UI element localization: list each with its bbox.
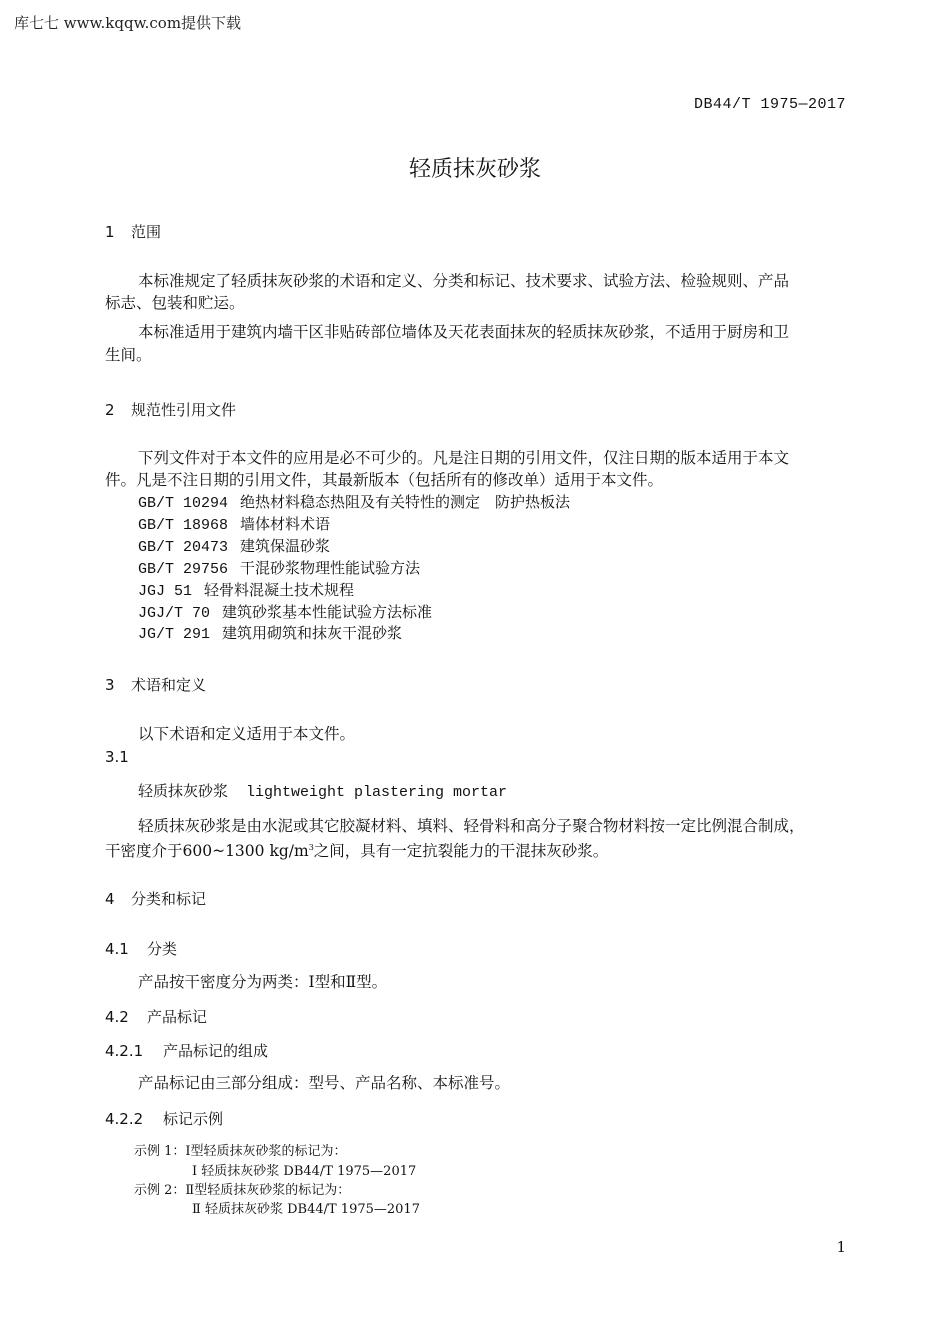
paragraph: 标志、包装和贮运。 [105,294,245,312]
section-title: 产品标记 [147,1008,208,1026]
definition-text: 干密度介于600~1300 kg/m [105,842,309,861]
superscript: 3 [308,843,314,852]
example-mark: Ⅰ 轻质抹灰砂浆 DB44/T 1975—2017 [192,1164,417,1179]
paragraph: 本标准适用于建筑内墙干区非贴砖部位墙体及天花表面抹灰的轻质抹灰砂浆，不适用于厨房和卫 [138,323,790,341]
example-label: 示例 2：Ⅱ型轻质抹灰砂浆的标记为： [134,1183,351,1198]
section-number: 1 [105,223,115,241]
watermark-text: 库七七 www.kqqw.com提供下载 [14,14,242,32]
document-number: DB44/T 1975—2017 [693,96,846,113]
reference-item [138,557,420,578]
subsection-4-2-2-heading [105,1108,223,1129]
reference-code: GB/T 10294 [138,495,229,512]
reference-item [138,601,432,622]
term-chinese: 轻质抹灰砂浆 [138,782,229,800]
paragraph: 产品按干密度分为两类：Ⅰ型和Ⅱ型。 [138,973,388,991]
paragraph: 产品标记由三部分组成：型号、产品名称、本标准号。 [138,1074,511,1092]
subsection-number: 3.1 [105,748,129,766]
reference-item [138,491,570,512]
section-title: 标记示例 [163,1110,224,1128]
example-mark: Ⅱ 轻质抹灰砂浆 DB44/T 1975—2017 [192,1202,420,1217]
paragraph [105,837,608,862]
reference-item [138,535,330,556]
section-number: 4.2.2 [105,1110,144,1128]
reference-title: 建筑用砌筑和抹灰干混砂浆 [222,624,403,642]
section-title: 分类 [147,940,178,958]
paragraph: 下列文件对于本文件的应用是必不可少的。凡是注日期的引用文件，仅注日期的版本适用于本文 [138,449,790,467]
term-entry [138,780,507,801]
section-number: 2 [105,401,115,419]
reference-item [138,622,402,643]
reference-code: GB/T 29756 [138,561,229,578]
reference-code: JG/T 291 [138,626,211,643]
reference-title: 轻骨料混凝土技术规程 [204,581,355,599]
section-number: 4.2 [105,1008,129,1026]
reference-code: GB/T 18968 [138,517,229,534]
section-number: 4.1 [105,940,129,958]
reference-code: GB/T 20473 [138,539,229,556]
page-number: 1 [836,1238,846,1256]
section-1-heading [105,221,161,242]
section-title: 范围 [131,223,162,241]
definition-text: 之间，具有一定抗裂能力的干混抹灰砂浆。 [313,842,609,861]
reference-title: 墙体材料术语 [240,515,331,533]
page-title: 轻质抹灰砂浆 [408,157,541,182]
paragraph: 件。凡是不注日期的引用文件，其最新版本（包括所有的修改单）适用于本文件。 [105,471,664,489]
section-2-heading [105,399,236,420]
section-title: 产品标记的组成 [163,1042,269,1060]
term-english: lightweight plastering mortar [246,784,508,801]
reference-title: 干混砂浆物理性能试验方法 [240,559,421,577]
section-title: 分类和标记 [131,890,207,908]
subsection-4-2-heading [105,1006,207,1027]
section-4-heading [105,888,206,909]
reference-title: 建筑砂浆基本性能试验方法标准 [222,603,433,621]
section-number: 3 [105,676,115,694]
subsection-4-1-heading [105,938,177,959]
paragraph: 生间。 [105,346,152,364]
section-3-heading [105,674,206,695]
reference-item [138,513,330,534]
section-title: 规范性引用文件 [131,401,237,419]
reference-title: 建筑保温砂浆 [240,537,331,555]
reference-item [138,579,354,600]
example-label: 示例 1：Ⅰ型轻质抹灰砂浆的标记为： [134,1144,347,1159]
section-title: 术语和定义 [131,676,207,694]
reference-title: 绝热材料稳态热阻及有关特性的测定 防护热板法 [240,493,571,511]
paragraph: 以下术语和定义适用于本文件。 [138,725,356,743]
reference-code: JGJ/T 70 [138,605,211,622]
subsection-4-2-1-heading [105,1040,268,1061]
paragraph: 本标准规定了轻质抹灰砂浆的术语和定义、分类和标记、技术要求、试验方法、检验规则、产品 [138,272,790,290]
section-number: 4.2.1 [105,1042,144,1060]
reference-code: JGJ 51 [138,583,193,600]
section-number: 4 [105,890,115,908]
paragraph: 轻质抹灰砂浆是由水泥或其它胶凝材料、填料、轻骨料和高分子聚合物材料按一定比例混合制成， [138,817,805,835]
